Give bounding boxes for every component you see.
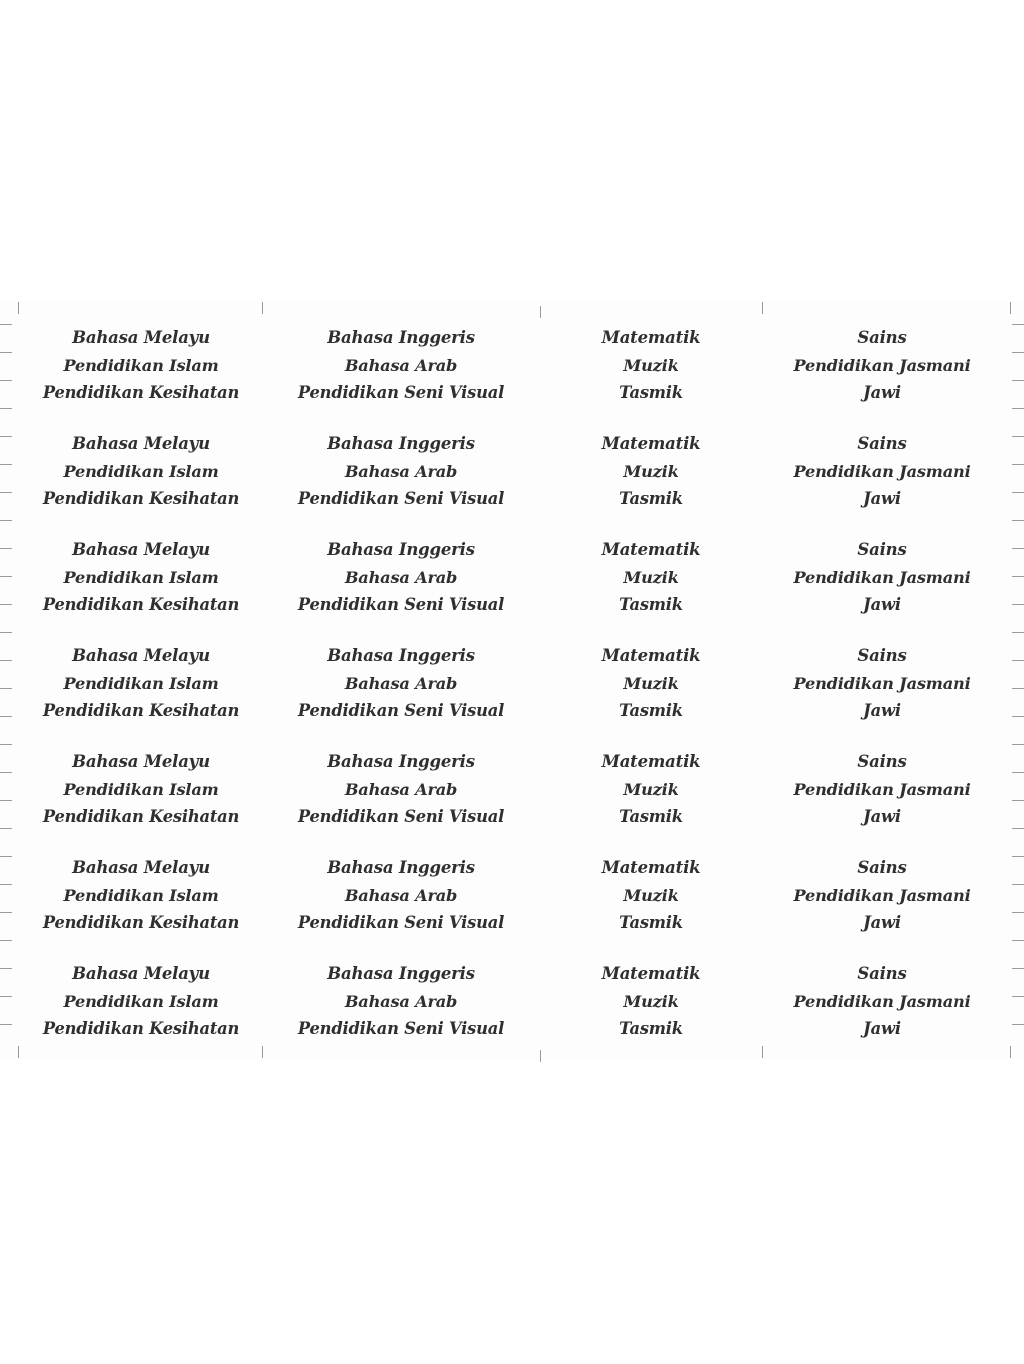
cut-mark-right	[1012, 940, 1024, 941]
label-cell	[540, 854, 762, 938]
label-line-2: Pendidikan Islam	[63, 567, 219, 587]
label-cell	[762, 748, 1002, 832]
label-cell	[262, 324, 540, 408]
label-line-1: Bahasa Inggeris	[327, 858, 475, 877]
cut-mark-right	[1012, 968, 1024, 969]
cut-mark-right	[1012, 520, 1024, 521]
cut-mark-bottom	[540, 1050, 541, 1062]
cut-mark-right	[1012, 464, 1024, 465]
label-line-2: Pendidikan Islam	[63, 355, 219, 375]
label-line-3: Pendidikan Seni Visual	[297, 807, 505, 826]
label-line-3: Pendidikan Seni Visual	[297, 383, 505, 402]
cut-mark-right	[1012, 576, 1024, 577]
label-line-2: Pendidikan Islam	[63, 991, 219, 1011]
label-line-2: Muzik	[623, 355, 679, 375]
cut-mark-right	[1012, 996, 1024, 997]
cut-mark-left	[0, 408, 12, 409]
cut-mark-top	[540, 306, 541, 318]
label-line-1: Sains	[857, 434, 907, 453]
label-cell	[540, 430, 762, 514]
label-cell	[20, 960, 262, 1044]
label-line-1: Matematik	[601, 328, 701, 347]
label-line-3: Tasmik	[619, 383, 683, 402]
cut-mark-left	[0, 576, 12, 577]
label-cell	[262, 960, 540, 1044]
label-line-3: Pendidikan Seni Visual	[297, 595, 505, 614]
label-line-2: Muzik	[623, 779, 679, 799]
label-line-1: Sains	[857, 964, 907, 983]
label-cell	[762, 536, 1002, 620]
label-cell	[262, 642, 540, 726]
cut-mark-left	[0, 464, 12, 465]
label-line-1: Bahasa Inggeris	[327, 540, 475, 559]
label-line-1: Bahasa Inggeris	[327, 434, 475, 453]
label-line-2: Bahasa Arab	[344, 461, 458, 481]
label-line-2: Pendidikan Jasmani	[793, 673, 971, 693]
label-line-3: Pendidikan Kesihatan	[42, 383, 240, 402]
label-cell	[262, 536, 540, 620]
label-cell	[540, 324, 762, 408]
cut-mark-left	[0, 520, 12, 521]
label-line-1: Bahasa Inggeris	[327, 964, 475, 983]
label-line-2: Pendidikan Islam	[63, 779, 219, 799]
label-line-1: Matematik	[601, 540, 701, 559]
cut-mark-right	[1012, 548, 1024, 549]
label-line-1: Bahasa Melayu	[72, 328, 210, 347]
label-cell	[540, 748, 762, 832]
label-line-2: Bahasa Arab	[344, 355, 458, 375]
cut-mark-right	[1012, 492, 1024, 493]
label-cell	[20, 854, 262, 938]
label-line-1: Sains	[857, 540, 907, 559]
cut-mark-left	[0, 884, 12, 885]
label-cell	[262, 854, 540, 938]
label-line-2: Muzik	[623, 567, 679, 587]
cut-mark-right	[1012, 660, 1024, 661]
label-line-2: Pendidikan Jasmani	[793, 461, 971, 481]
label-line-1: Bahasa Inggeris	[327, 646, 475, 665]
label-line-3: Tasmik	[619, 595, 683, 614]
cut-mark-right	[1012, 324, 1024, 325]
cut-mark-right	[1012, 744, 1024, 745]
cut-mark-top	[762, 302, 763, 314]
cut-mark-right	[1012, 436, 1024, 437]
cut-mark-left	[0, 800, 12, 801]
cut-mark-left	[0, 856, 12, 857]
label-line-2: Pendidikan Islam	[63, 885, 219, 905]
label-line-2: Pendidikan Jasmani	[793, 355, 971, 375]
label-line-2: Bahasa Arab	[344, 885, 458, 905]
label-line-1: Bahasa Melayu	[72, 858, 210, 877]
cut-mark-right	[1012, 884, 1024, 885]
label-line-2: Bahasa Arab	[344, 991, 458, 1011]
cut-mark-right	[1012, 772, 1024, 773]
label-line-1: Matematik	[601, 434, 701, 453]
cut-mark-left	[0, 548, 12, 549]
label-line-2: Bahasa Arab	[344, 567, 458, 587]
label-cell	[20, 324, 262, 408]
label-line-1: Bahasa Melayu	[72, 540, 210, 559]
cut-mark-left	[0, 380, 12, 381]
label-line-3: Tasmik	[619, 489, 683, 508]
label-line-3: Pendidikan Kesihatan	[42, 807, 240, 826]
cut-mark-right	[1012, 912, 1024, 913]
cut-mark-left	[0, 828, 12, 829]
cut-mark-left	[0, 436, 12, 437]
label-line-1: Bahasa Melayu	[72, 964, 210, 983]
cut-mark-right	[1012, 632, 1024, 633]
label-line-3: Pendidikan Kesihatan	[42, 595, 240, 614]
label-line-3: Pendidikan Kesihatan	[42, 913, 240, 932]
cut-mark-bottom	[18, 1046, 19, 1058]
cut-mark-right	[1012, 380, 1024, 381]
label-line-3: Jawi	[863, 383, 901, 402]
label-line-2: Bahasa Arab	[344, 779, 458, 799]
label-line-3: Jawi	[863, 807, 901, 826]
cut-mark-right	[1012, 352, 1024, 353]
label-line-1: Sains	[857, 858, 907, 877]
label-cell	[762, 430, 1002, 514]
cut-mark-bottom	[1010, 1046, 1011, 1058]
cut-mark-left	[0, 716, 12, 717]
cut-mark-right	[1012, 408, 1024, 409]
label-line-3: Pendidikan Kesihatan	[42, 1019, 240, 1038]
cut-mark-left	[0, 604, 12, 605]
label-line-2: Pendidikan Jasmani	[793, 567, 971, 587]
cut-mark-right	[1012, 1024, 1024, 1025]
label-line-3: Tasmik	[619, 807, 683, 826]
label-cell	[540, 536, 762, 620]
label-line-3: Pendidikan Seni Visual	[297, 913, 505, 932]
label-line-2: Muzik	[623, 673, 679, 693]
label-line-2: Muzik	[623, 991, 679, 1011]
label-line-3: Jawi	[863, 701, 901, 720]
cut-mark-top	[262, 302, 263, 314]
label-line-1: Matematik	[601, 752, 701, 771]
label-line-1: Sains	[857, 752, 907, 771]
cut-mark-bottom	[262, 1046, 263, 1058]
label-line-3: Jawi	[863, 1019, 901, 1038]
cut-mark-right	[1012, 856, 1024, 857]
cut-mark-top	[18, 302, 19, 314]
label-line-3: Pendidikan Kesihatan	[42, 489, 240, 508]
label-line-3: Jawi	[863, 489, 901, 508]
cut-mark-left	[0, 324, 12, 325]
label-line-3: Jawi	[863, 913, 901, 932]
cut-mark-left	[0, 912, 12, 913]
cut-mark-left	[0, 940, 12, 941]
label-cell	[762, 324, 1002, 408]
cut-mark-right	[1012, 604, 1024, 605]
label-line-2: Pendidikan Islam	[63, 461, 219, 481]
label-column-4	[762, 300, 1002, 1060]
cut-mark-left	[0, 744, 12, 745]
cut-mark-right	[1012, 828, 1024, 829]
label-line-1: Matematik	[601, 964, 701, 983]
label-line-3: Pendidikan Kesihatan	[42, 701, 240, 720]
cut-mark-left	[0, 996, 12, 997]
label-line-3: Tasmik	[619, 913, 683, 932]
label-line-1: Bahasa Melayu	[72, 752, 210, 771]
label-line-3: Pendidikan Seni Visual	[297, 1019, 505, 1038]
label-column-1	[20, 300, 262, 1060]
cut-mark-left	[0, 492, 12, 493]
label-cell	[20, 642, 262, 726]
label-line-1: Matematik	[601, 646, 701, 665]
label-cell	[762, 960, 1002, 1044]
cut-mark-left	[0, 1024, 12, 1025]
cut-mark-right	[1012, 800, 1024, 801]
label-cell	[762, 642, 1002, 726]
label-line-2: Bahasa Arab	[344, 673, 458, 693]
label-line-1: Bahasa Inggeris	[327, 752, 475, 771]
label-line-3: Pendidikan Seni Visual	[297, 701, 505, 720]
label-cell	[262, 748, 540, 832]
label-line-2: Pendidikan Jasmani	[793, 779, 971, 799]
label-line-1: Matematik	[601, 858, 701, 877]
label-cell	[540, 642, 762, 726]
label-line-3: Jawi	[863, 595, 901, 614]
cut-mark-left	[0, 632, 12, 633]
label-line-3: Tasmik	[619, 701, 683, 720]
label-line-1: Sains	[857, 328, 907, 347]
cut-mark-bottom	[762, 1046, 763, 1058]
cut-mark-top	[1010, 302, 1011, 314]
label-line-1: Bahasa Melayu	[72, 434, 210, 453]
cut-mark-left	[0, 352, 12, 353]
cut-mark-left	[0, 968, 12, 969]
label-column-3	[540, 300, 762, 1060]
label-sheet	[0, 300, 1024, 1060]
label-line-2: Pendidikan Jasmani	[793, 991, 971, 1011]
label-cell	[762, 854, 1002, 938]
label-cell	[20, 536, 262, 620]
label-line-2: Muzik	[623, 461, 679, 481]
label-line-1: Bahasa Inggeris	[327, 328, 475, 347]
label-cell	[20, 748, 262, 832]
cut-mark-left	[0, 772, 12, 773]
label-cell	[20, 430, 262, 514]
label-line-2: Pendidikan Jasmani	[793, 885, 971, 905]
label-cell	[262, 430, 540, 514]
cut-mark-right	[1012, 688, 1024, 689]
label-cell	[540, 960, 762, 1044]
label-line-1: Bahasa Melayu	[72, 646, 210, 665]
label-line-1: Sains	[857, 646, 907, 665]
label-line-3: Tasmik	[619, 1019, 683, 1038]
label-column-2	[262, 300, 540, 1060]
cut-mark-right	[1012, 716, 1024, 717]
label-line-2: Muzik	[623, 885, 679, 905]
cut-mark-left	[0, 660, 12, 661]
cut-mark-left	[0, 688, 12, 689]
label-line-2: Pendidikan Islam	[63, 673, 219, 693]
label-line-3: Pendidikan Seni Visual	[297, 489, 505, 508]
